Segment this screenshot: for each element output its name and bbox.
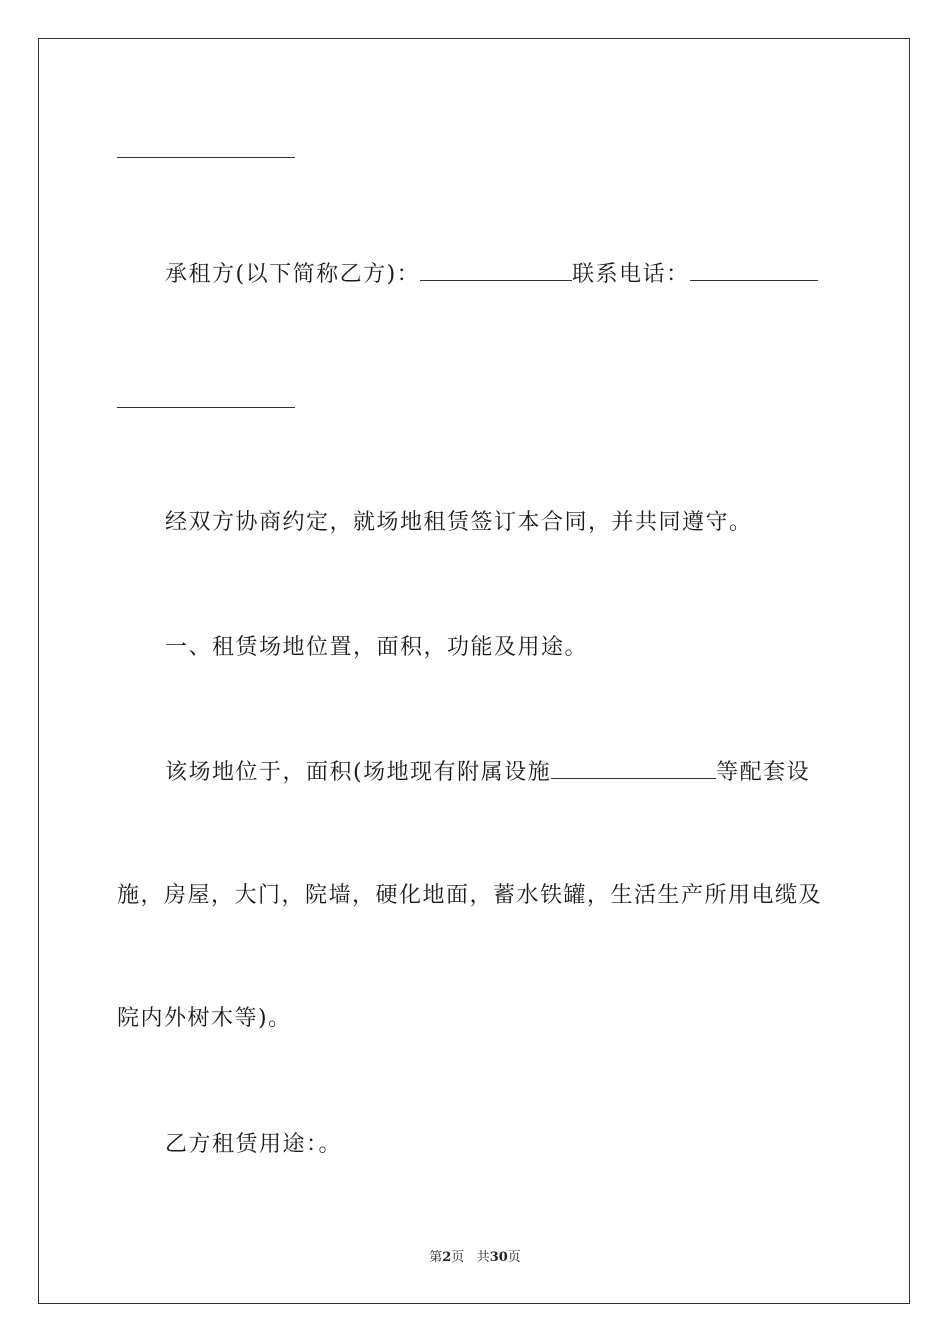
page-border (38, 38, 910, 1304)
footer-total-suffix: 页 (507, 1250, 521, 1265)
blank-line-phone-continued (117, 407, 295, 408)
usage-line: 乙方租赁用途：。 (165, 1132, 343, 1157)
footer-page-prefix: 第 (429, 1250, 443, 1265)
footer-total-pages: 30 (489, 1250, 508, 1265)
lessee-label: 承租方(以下简称乙方)： (165, 262, 421, 287)
footer-total-prefix: 共 (476, 1250, 490, 1265)
section-one-heading: 一、租赁场地位置，面积，功能及用途。 (165, 635, 589, 660)
blank-line-top (117, 157, 295, 158)
lessee-phone-blank (690, 260, 818, 281)
trees-line: 院内外树木等)。 (117, 1006, 292, 1031)
agreement-sentence: 经双方协商约定，就场地租赁签订本合同，并共同遵守。 (165, 510, 753, 535)
lessee-line (165, 260, 818, 290)
footer-page-suffix: 页 (451, 1250, 465, 1265)
page-footer (0, 1246, 950, 1265)
lessee-phone-label: 联系电话： (572, 262, 690, 287)
location-line (165, 758, 810, 788)
lessee-name-blank (420, 260, 572, 281)
footer-page-number: 2 (442, 1250, 452, 1265)
location-suffix: 等配套设 (716, 760, 811, 785)
facilities-line: 施，房屋，大门，院墙，硬化地面，蓄水铁罐，生活生产所用电缆及 (117, 883, 823, 908)
location-prefix: 该场地位于，面积(场地现有附属设施 (165, 760, 552, 785)
facilities-blank (551, 758, 716, 779)
